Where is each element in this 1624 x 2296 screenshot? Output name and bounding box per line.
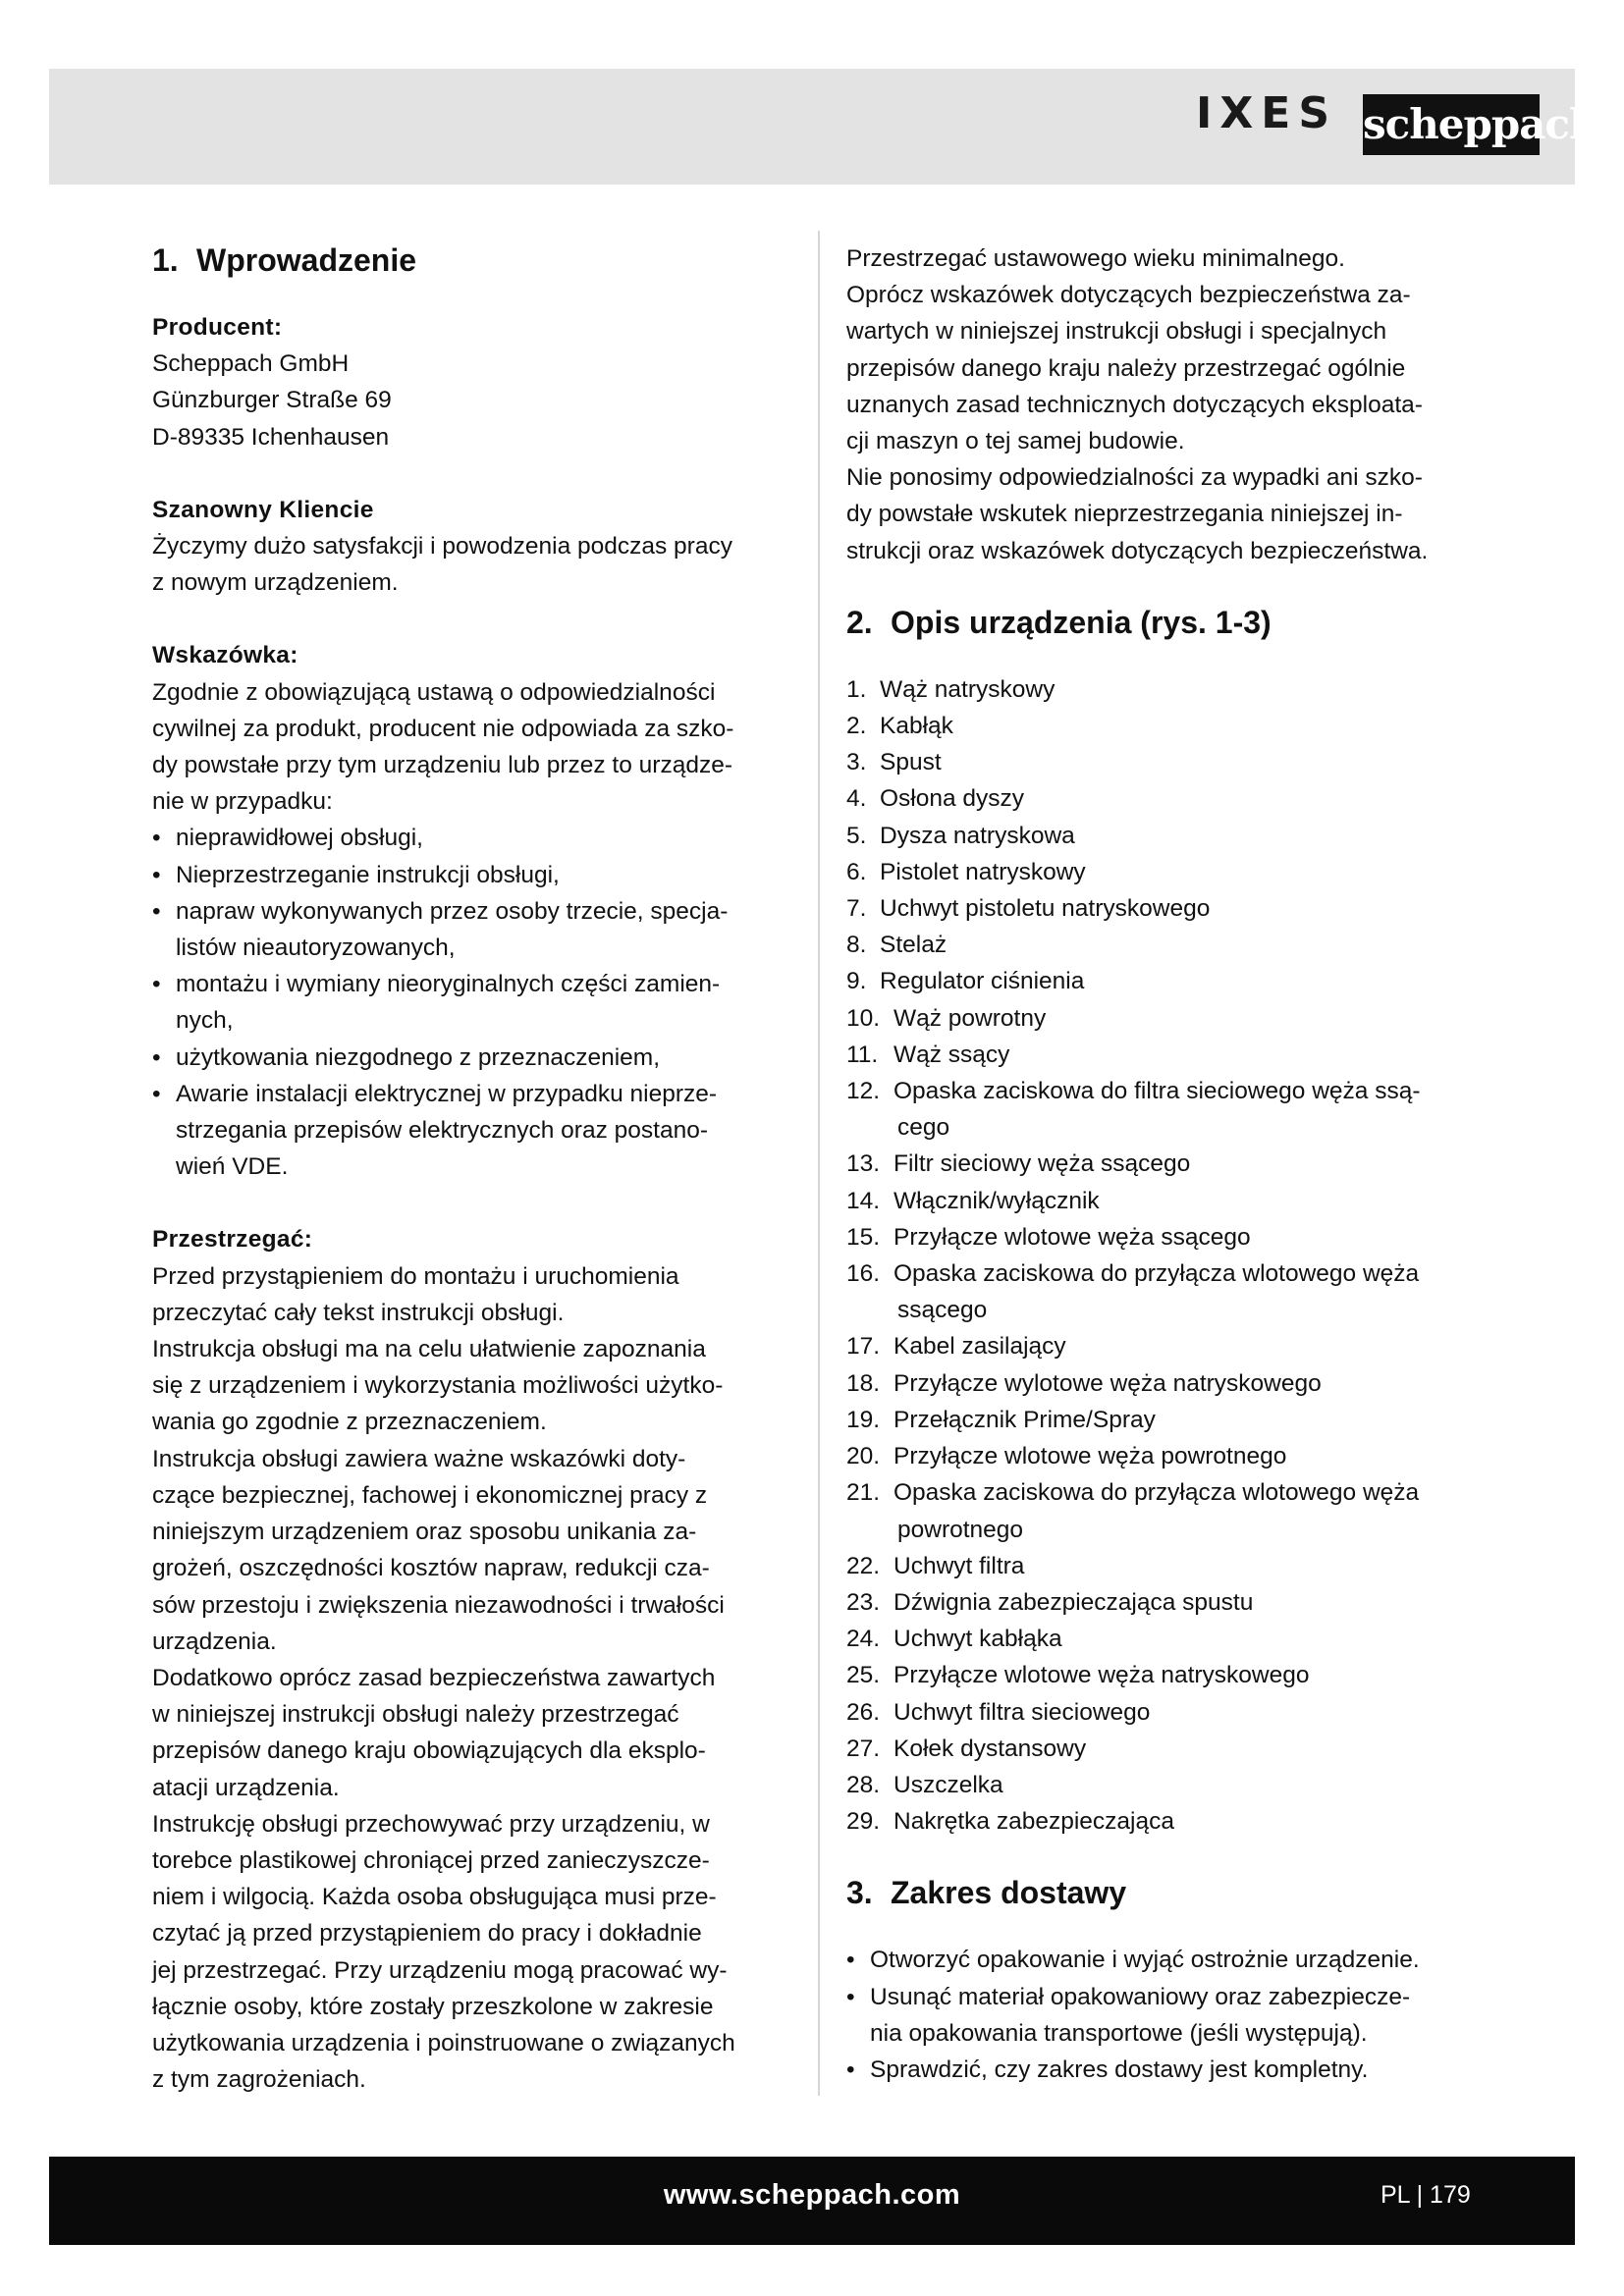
part-number: 27. xyxy=(846,1735,881,1762)
text-line: uznanych zasad technicznych dotyczących eksploata- xyxy=(846,391,1423,418)
text-line: użytkowania urządzenia i poinstruowane o związanych xyxy=(152,2029,735,2056)
part-number: 1. xyxy=(846,675,867,703)
part-item xyxy=(846,1000,1483,1037)
list-item-text: napraw wykonywanych przez osoby trzecie, specja- xyxy=(176,897,729,925)
part-name: Nakrętka zabezpieczająca xyxy=(893,1808,1174,1836)
part-item xyxy=(846,671,1483,708)
left-column xyxy=(152,240,790,2098)
text-line: dy powstałe wskutek nieprzestrzegania niniejszej in- xyxy=(846,501,1403,528)
part-number: 8. xyxy=(846,932,867,959)
list-item xyxy=(152,893,790,966)
part-item xyxy=(846,1402,1483,1438)
part-number: 10. xyxy=(846,1004,881,1032)
note-text xyxy=(152,674,790,821)
text-line: z tym zagrożeniach. xyxy=(152,2066,366,2094)
part-name: Uchwyt filtra xyxy=(893,1552,1025,1579)
part-number: 5. xyxy=(846,822,867,849)
part-item xyxy=(846,1584,1483,1621)
part-item xyxy=(846,1474,1483,1547)
text-line: jej przestrzegać. Przy urządzeniu mogą pracować wy- xyxy=(152,1956,728,1984)
list-item-text: Awarie instalacji elektrycznej w przypadku nieprze- xyxy=(176,1080,718,1107)
part-number: 23. xyxy=(846,1588,881,1616)
part-item xyxy=(846,1037,1483,1073)
part-number: 22. xyxy=(846,1552,881,1579)
part-item xyxy=(846,1219,1483,1255)
part-item xyxy=(846,1548,1483,1584)
part-item xyxy=(846,1694,1483,1731)
text-line: czytać ją przed przystąpieniem do pracy i dokładnie xyxy=(152,1920,702,1948)
list-item-text: Otworzyć opakowanie i wyjąć ostrożnie urządzenie. xyxy=(870,1947,1420,1974)
part-name: Przełącznik Prime/Spray xyxy=(893,1406,1156,1433)
part-item xyxy=(846,708,1483,744)
list-item-text: nych, xyxy=(176,1007,234,1035)
part-item xyxy=(846,1767,1483,1803)
text-line: Życzymy dużo satysfakcji i powodzenia podczas pracy xyxy=(152,533,732,561)
list-item-text: strzegania przepisów elektrycznych oraz postano- xyxy=(176,1117,708,1145)
text-line: sów przestoju i zwiększenia niezawodności i trwałości xyxy=(152,1591,725,1619)
list-item xyxy=(846,2052,1483,2088)
part-number: 28. xyxy=(846,1771,881,1798)
scheppach-logo: scheppach xyxy=(1363,94,1540,155)
ixes-logo: IXES xyxy=(1196,88,1338,138)
part-number: 17. xyxy=(846,1333,881,1361)
text-line: urządzenia. xyxy=(152,1628,277,1655)
text-line: niniejszym urządzeniem oraz sposobu unikania za- xyxy=(152,1519,697,1546)
part-item xyxy=(846,1438,1483,1474)
bullet-icon: • xyxy=(152,825,161,852)
part-name: Włącznik/wyłącznik xyxy=(893,1187,1100,1214)
part-name: Regulator ciśnienia xyxy=(880,968,1085,995)
text-line: przeczytać cały tekst instrukcji obsługi. xyxy=(152,1299,565,1326)
intro-text xyxy=(846,240,1483,569)
text-line: atacji urządzenia. xyxy=(152,1774,340,1801)
bullet-icon: • xyxy=(152,971,161,998)
text-line: strukcji oraz wskazówek dotyczących bezpieczeństwa. xyxy=(846,537,1429,564)
text-line: Instrukcję obsługi przechowywać przy urządzeniu, w xyxy=(152,1810,710,1838)
part-name: Kołek dystansowy xyxy=(893,1735,1087,1762)
part-name: Wąż ssący xyxy=(893,1041,1010,1068)
part-name: Przyłącze wylotowe węża natryskowego xyxy=(893,1369,1322,1397)
part-item xyxy=(846,927,1483,963)
text-line: Dodatkowo oprócz zasad bezpieczeństwa zawartych xyxy=(152,1664,716,1691)
list-item xyxy=(152,857,790,893)
section-1-heading: 1. Wprowadzenie xyxy=(152,242,417,278)
part-name: Uchwyt filtra sieciowego xyxy=(893,1698,1151,1726)
part-name: Pistolet natryskowy xyxy=(880,858,1086,885)
part-number: 2. xyxy=(846,713,867,740)
text-line: się z urządzeniem i wykorzystania możliwości użytko- xyxy=(152,1372,724,1400)
bullet-icon: • xyxy=(152,897,161,925)
text-line: czące bezpiecznej, fachowej i ekonomicznej pracy z xyxy=(152,1481,708,1509)
text-line: torebce plastikowej chroniącej przed zanieczyszcze- xyxy=(152,1846,710,1874)
list-item-text: Sprawdzić, czy zakres dostawy jest kompletny. xyxy=(870,2056,1369,2083)
part-number: 4. xyxy=(846,785,867,813)
address-line: Günzburger Straße 69 xyxy=(152,387,392,414)
text-line: wania go zgodnie z przeznaczeniem. xyxy=(152,1409,547,1436)
text-line: przepisów danego kraju należy przestrzegać ogólnie xyxy=(846,354,1406,382)
part-item xyxy=(846,1073,1483,1146)
part-name: Osłona dyszy xyxy=(880,785,1025,813)
list-item-text: Usunąć materiał opakowaniowy oraz zabezpiecze- xyxy=(870,1983,1411,2010)
part-number: 3. xyxy=(846,749,867,776)
parts-list xyxy=(846,671,1483,1841)
list-item xyxy=(846,1942,1483,1978)
part-number: 24. xyxy=(846,1626,881,1653)
part-item xyxy=(846,818,1483,854)
part-number: 21. xyxy=(846,1479,881,1507)
part-item xyxy=(846,963,1483,999)
page-number: PL | 179 xyxy=(1380,2181,1471,2209)
part-item xyxy=(846,1146,1483,1182)
part-number: 26. xyxy=(846,1698,881,1726)
part-name: powrotnego xyxy=(897,1516,1024,1543)
part-name: Kabel zasilający xyxy=(893,1333,1066,1361)
text-line: niem i wilgocią. Każda osoba obsługująca musi prze- xyxy=(152,1884,717,1911)
column-divider xyxy=(818,231,820,2096)
part-number: 13. xyxy=(846,1150,881,1178)
list-item-text: użytkowania niezgodnego z przeznaczeniem, xyxy=(176,1043,661,1071)
bullet-icon: • xyxy=(152,861,161,888)
part-name: Kabłąk xyxy=(880,713,953,740)
part-name: Stelaż xyxy=(880,932,947,959)
part-number: 6. xyxy=(846,858,867,885)
part-item xyxy=(846,1731,1483,1767)
text-line: Instrukcja obsługi ma na celu ułatwienie zapoznania xyxy=(152,1336,706,1363)
observe-label: Przestrzegać: xyxy=(152,1226,313,1254)
producer-address xyxy=(152,346,790,455)
header-band xyxy=(49,69,1575,185)
text-line: cji maszyn o tej samej budowie. xyxy=(846,428,1185,455)
list-item-text: listów nieautoryzowanych, xyxy=(176,934,456,962)
part-item xyxy=(846,744,1483,780)
list-item-text: wień VDE. xyxy=(176,1153,289,1181)
part-name: Opaska zaciskowa do filtra sieciowego węża ssą- xyxy=(893,1078,1421,1105)
part-name: cego xyxy=(897,1114,950,1142)
part-number: 16. xyxy=(846,1260,881,1288)
part-number: 14. xyxy=(846,1187,881,1214)
text-line: dy powstałe przy tym urządzeniu lub przez to urządze- xyxy=(152,752,732,779)
address-line: Scheppach GmbH xyxy=(152,350,350,378)
observe-text xyxy=(152,1258,790,2099)
part-item xyxy=(846,1803,1483,1840)
part-name: Wąż natryskowy xyxy=(880,675,1056,703)
producer-label: Producent: xyxy=(152,314,283,341)
part-name: Uchwyt pistoletu natryskowego xyxy=(880,895,1211,923)
list-item xyxy=(152,1040,790,1076)
part-item xyxy=(846,1657,1483,1693)
text-line: Instrukcja obsługi zawiera ważne wskazówki doty- xyxy=(152,1445,686,1472)
bullet-icon: • xyxy=(846,1983,855,2010)
list-item xyxy=(846,1979,1483,2052)
part-item xyxy=(846,890,1483,927)
part-name: ssącego xyxy=(897,1297,988,1324)
part-name: Dysza natryskowa xyxy=(880,822,1075,849)
delivery-bullet-list xyxy=(846,1942,1483,2088)
text-line: Przestrzegać ustawowego wieku minimalnego. xyxy=(846,245,1345,272)
note-bullet-list xyxy=(152,820,790,1185)
client-text xyxy=(152,528,790,601)
part-number: 25. xyxy=(846,1662,881,1689)
part-number: 7. xyxy=(846,895,867,923)
part-number: 9. xyxy=(846,968,867,995)
client-label: Szanowny Kliencie xyxy=(152,496,374,523)
text-line: łącznie osoby, które zostały przeszkolone w zakresie xyxy=(152,1993,714,2020)
text-line: przepisów danego kraju obowiązujących dla eksplo- xyxy=(152,1737,706,1765)
part-name: Spust xyxy=(880,749,942,776)
part-number: 19. xyxy=(846,1406,881,1433)
part-name: Uchwyt kabłąka xyxy=(893,1626,1062,1653)
note-label: Wskazówka: xyxy=(152,642,298,669)
part-number: 29. xyxy=(846,1808,881,1836)
text-line: Oprócz wskazówek dotyczących bezpieczeństwa za- xyxy=(846,282,1411,309)
text-line: nie w przypadku: xyxy=(152,788,333,816)
footer-website-link[interactable]: www.scheppach.com xyxy=(663,2179,961,2211)
list-item-text: Nieprzestrzeganie instrukcji obsługi, xyxy=(176,861,560,888)
text-line: wartych w niniejszej instrukcji obsługi i specjalnych xyxy=(846,318,1387,346)
text-line: Przed przystąpieniem do montażu i uruchomienia xyxy=(152,1262,679,1290)
text-line: Nie ponosimy odpowiedzialności za wypadki ani szko- xyxy=(846,464,1423,492)
part-name: Przyłącze wlotowe węża powrotnego xyxy=(893,1443,1287,1470)
text-line: z nowym urządzeniem. xyxy=(152,569,399,597)
part-name: Uszczelka xyxy=(893,1771,1003,1798)
bullet-icon: • xyxy=(846,1947,855,1974)
section-3-heading: 3. Zakres dostawy xyxy=(846,1875,1127,1911)
text-line: w niniejszej instrukcji obsługi należy przestrzegać xyxy=(152,1701,679,1729)
part-number: 18. xyxy=(846,1369,881,1397)
part-name: Wąż powrotny xyxy=(893,1004,1047,1032)
part-name: Filtr sieciowy węża ssącego xyxy=(893,1150,1191,1178)
part-item xyxy=(846,1621,1483,1657)
address-line: D-89335 Ichenhausen xyxy=(152,423,390,451)
part-item xyxy=(846,1183,1483,1219)
bullet-icon: • xyxy=(846,2056,855,2083)
text-line: grożeń, oszczędności kosztów napraw, redukcji cza- xyxy=(152,1555,710,1582)
part-item xyxy=(846,1255,1483,1328)
part-number: 12. xyxy=(846,1078,881,1105)
part-name: Przyłącze wlotowe węża ssącego xyxy=(893,1223,1251,1251)
text-line: cywilnej za produkt, producent nie odpowiada za szko- xyxy=(152,715,734,742)
part-item xyxy=(846,1328,1483,1364)
part-item xyxy=(846,1365,1483,1402)
list-item xyxy=(152,1076,790,1186)
list-item-text: montażu i wymiany nieoryginalnych części zamien- xyxy=(176,971,721,998)
right-column xyxy=(846,240,1483,2088)
part-number: 15. xyxy=(846,1223,881,1251)
bullet-icon: • xyxy=(152,1080,161,1107)
text-line: Zgodnie z obowiązującą ustawą o odpowiedzialności xyxy=(152,678,716,706)
list-item-text: nia opakowania transportowe (jeśli występują). xyxy=(870,2019,1368,2047)
part-number: 11. xyxy=(846,1041,879,1068)
part-name: Dźwignia zabezpieczająca spustu xyxy=(893,1588,1254,1616)
section-2-heading: 2. Opis urządzenia (rys. 1-3) xyxy=(846,604,1272,640)
part-item xyxy=(846,780,1483,817)
part-name: Opaska zaciskowa do przyłącza wlotowego węża xyxy=(893,1479,1420,1507)
list-item-text: nieprawidłowej obsługi, xyxy=(176,825,423,852)
part-name: Opaska zaciskowa do przyłącza wlotowego węża xyxy=(893,1260,1420,1288)
bullet-icon: • xyxy=(152,1043,161,1071)
part-name: Przyłącze wlotowe węża natryskowego xyxy=(893,1662,1310,1689)
part-item xyxy=(846,854,1483,890)
list-item xyxy=(152,820,790,856)
part-number: 20. xyxy=(846,1443,881,1470)
list-item xyxy=(152,966,790,1039)
